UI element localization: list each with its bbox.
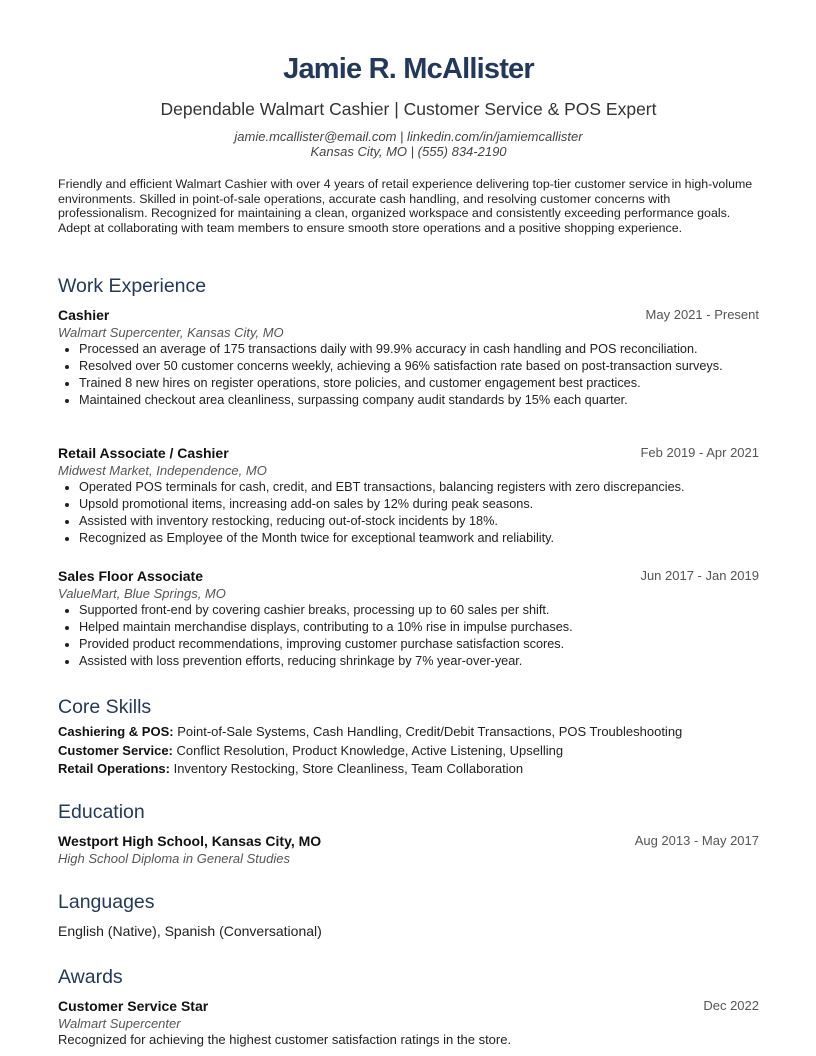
section-title-languages: Languages — [58, 891, 155, 913]
education-dates: Aug 2013 - May 2017 — [634, 833, 759, 848]
job-entry — [58, 567, 759, 671]
skill-values: Point-of-Sale Systems, Cash Handling, Credit/Debit Transactions, POS Troubleshooting — [177, 724, 683, 739]
job-bullets — [58, 603, 759, 669]
job-company: Midwest Market, Independence, MO — [58, 463, 267, 478]
job-entry — [58, 444, 759, 548]
award-entry — [58, 997, 759, 1047]
job-bullet: • Maintained checkout area cleanliness, surpassing company audit standards by 15% each quarter. — [79, 393, 759, 408]
award-description: Recognized for achieving the highest customer satisfaction ratings in the store. — [58, 1032, 512, 1047]
candidate-tagline: Dependable Walmart Cashier | Customer Service & POS Expert — [160, 99, 657, 119]
section-title-experience: Work Experience — [58, 275, 207, 297]
school-name: Westport High School, Kansas City, MO — [58, 833, 322, 849]
job-bullet: • Resolved over 50 customer concerns weekly, achieving a 96% satisfaction rate based on post-transaction surveys. — [79, 359, 759, 374]
section-title-skills: Core Skills — [58, 696, 152, 718]
job-title: Retail Associate / Cashier — [58, 445, 229, 461]
degree: High School Diploma in General Studies — [58, 851, 290, 866]
job-bullet: • Processed an average of 175 transactions daily with 99.9% accuracy in cash handling and POS reconciliation. — [79, 342, 759, 357]
job-bullet: • Trained 8 new hires on register operations, store policies, and customer engagement best practices. — [79, 376, 759, 391]
skill-line — [58, 723, 759, 742]
job-bullets — [58, 480, 759, 546]
candidate-name: Jamie R. McAllister — [283, 53, 534, 85]
job-title: Cashier — [58, 307, 110, 323]
skill-line — [58, 760, 759, 779]
job-bullet: • Provided product recommendations, improving customer purchase satisfaction scores. — [79, 637, 759, 652]
job-dates: May 2021 - Present — [645, 307, 759, 322]
job-company: ValueMart, Blue Springs, MO — [58, 586, 226, 601]
education-entry — [58, 832, 759, 867]
skill-values: Conflict Resolution, Product Knowledge, Active Listening, Upselling — [176, 742, 564, 758]
award-date: Dec 2022 — [703, 998, 759, 1013]
job-bullets — [58, 342, 759, 408]
job-bullet: • Recognized as Employee of the Month twice for exceptional teamwork and reliability. — [79, 531, 759, 546]
languages-list: English (Native), Spanish (Conversational) — [58, 923, 322, 939]
job-title: Sales Floor Associate — [58, 568, 203, 584]
professional-summary: Friendly and efficient Walmart Cashier with over 4 years of retail experience delivering top-tier customer service in high-volume environments. Skilled in point-of-sale operations, accurate cash handling, and resolving customer concerns with professionalism. Recognized for maintaining a clean, organized workspace and consistently exceeding performance goals. Adept at collaborating with team members to ensure smooth store operations and a positive shopping experience. — [58, 177, 753, 235]
job-entry — [58, 306, 759, 410]
job-bullet: • Upsold promotional items, increasing add-on sales by 12% during peak seasons. — [79, 497, 759, 512]
job-company: Walmart Supercenter, Kansas City, MO — [58, 325, 284, 340]
skill-category: Retail Operations: — [58, 761, 170, 776]
job-bullet: • Supported front-end by covering cashier breaks, processing up to 60 sales per shift. — [79, 603, 759, 618]
skills-list — [58, 723, 759, 779]
job-dates: Feb 2019 - Apr 2021 — [640, 445, 759, 460]
skill-category: Customer Service: — [58, 742, 173, 758]
section-title-awards: Awards — [58, 966, 123, 988]
award-title: Customer Service Star — [58, 998, 209, 1014]
section-title-education: Education — [58, 801, 145, 823]
job-bullet: • Assisted with inventory restocking, reducing out-of-stock incidents by 18%. — [79, 514, 759, 529]
skill-category: Cashiering & POS: — [58, 724, 174, 739]
job-bullet: • Helped maintain merchandise displays, contributing to a 10% rise in impulse purchases. — [79, 620, 759, 635]
contact-line-location: Kansas City, MO | (555) 834-2190 — [310, 144, 507, 159]
job-bullet: • Assisted with loss prevention efforts, reducing shrinkage by 7% year-over-year. — [79, 654, 759, 669]
contact-line-email: jamie.mcallister@email.com | linkedin.com/in/jamiemcallister — [234, 129, 583, 144]
skill-values: Inventory Restocking, Store Cleanliness, Team Collaboration — [173, 761, 524, 776]
job-dates: Jun 2017 - Jan 2019 — [640, 568, 759, 583]
skill-line — [58, 742, 759, 761]
job-bullet: • Operated POS terminals for cash, credit, and EBT transactions, balancing registers with zero discrepancies. — [79, 480, 759, 495]
award-organization: Walmart Supercenter — [58, 1016, 181, 1031]
